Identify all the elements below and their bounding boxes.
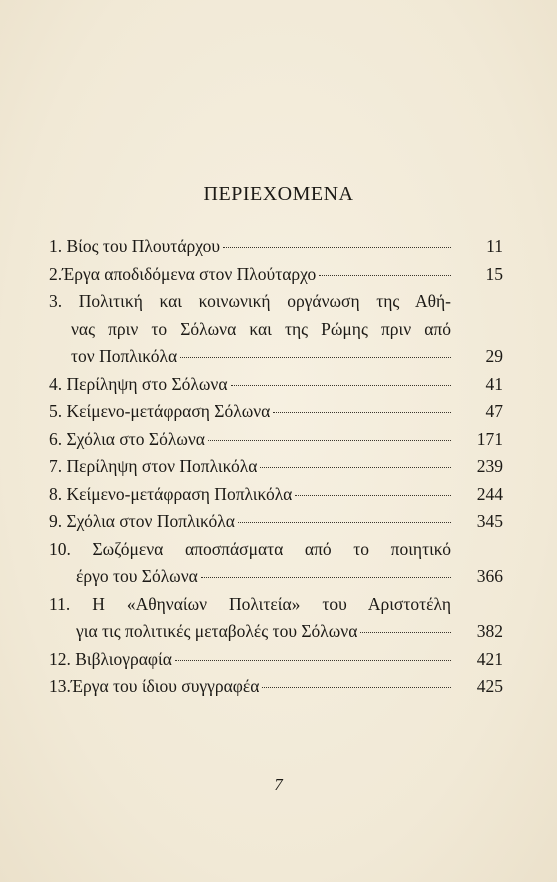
contents-heading: ΠΕΡΙΕΧΟΜΕΝΑ bbox=[203, 183, 354, 205]
toc-entry-title: Σχόλια στον Ποπλικόλα bbox=[66, 511, 235, 531]
toc-entry bbox=[49, 536, 503, 591]
toc-entry-page: 345 bbox=[476, 511, 503, 531]
toc-entry bbox=[49, 371, 503, 399]
toc-entry-page: 15 bbox=[485, 263, 503, 284]
toc-entry-number: 4. bbox=[49, 373, 63, 394]
toc-entry-number: 7. bbox=[49, 456, 63, 476]
toc-entry bbox=[49, 453, 503, 481]
toc-entry-page: 244 bbox=[476, 483, 503, 504]
toc-entry-page: 239 bbox=[476, 456, 503, 476]
toc-entry-title: Έργα του ίδιου συγγραφέα bbox=[70, 676, 260, 696]
table-of-contents bbox=[49, 233, 503, 701]
toc-entry-number: 8. bbox=[49, 483, 63, 504]
dot-leader bbox=[273, 412, 451, 413]
toc-entry-page: 425 bbox=[476, 676, 503, 696]
toc-entry bbox=[49, 426, 503, 454]
toc-entry-number: 12. bbox=[49, 648, 71, 669]
toc-entry-title: Έργα αποδιδόμενα στον Πλούταρχο bbox=[62, 263, 317, 284]
toc-entry-page: 382 bbox=[476, 621, 503, 641]
dot-leader bbox=[238, 522, 451, 523]
toc-entry-title-line: έργο του Σόλωνα bbox=[76, 566, 198, 586]
dot-leader bbox=[201, 577, 451, 578]
toc-entry-title-line: νας πριν το Σόλωνα και της Ρώμης πριν από bbox=[71, 318, 451, 339]
dot-leader bbox=[260, 467, 451, 468]
toc-entry-page: 11 bbox=[486, 236, 503, 256]
toc-entry-number: 5. bbox=[49, 401, 63, 421]
dot-leader bbox=[180, 357, 451, 358]
toc-entry bbox=[49, 481, 503, 509]
toc-entry-title: Βίος του Πλουτάρχου bbox=[66, 236, 221, 256]
toc-entry-title: Βιβλιογραφία bbox=[75, 648, 172, 669]
toc-entry bbox=[49, 261, 503, 289]
toc-entry-number: 6. bbox=[49, 428, 63, 449]
toc-entry-title: Περίληψη στο Σόλωνα bbox=[66, 373, 228, 394]
dot-leader bbox=[262, 687, 451, 688]
toc-entry-number: 9. bbox=[49, 511, 63, 531]
toc-entry-title-line: Η «Αθηναίων Πολιτεία» του Αριστοτέλη bbox=[92, 593, 451, 614]
toc-entry-title-line: Σωζόμενα αποσπάσματα από το ποιητικό bbox=[92, 538, 451, 559]
toc-entry-page: 421 bbox=[476, 648, 503, 669]
dot-leader bbox=[319, 275, 451, 276]
toc-entry bbox=[49, 646, 503, 674]
toc-entry-title-line: για τις πολιτικές μεταβολές του Σόλωνα bbox=[76, 621, 358, 641]
toc-entry-page: 171 bbox=[476, 428, 503, 449]
toc-entry-title-line: Πολιτική και κοινωνική οργάνωση της Αθή- bbox=[78, 291, 451, 311]
toc-entry-page: 47 bbox=[485, 401, 503, 421]
toc-entry-title: Κείμενο-μετάφραση Ποπλικόλα bbox=[66, 483, 293, 504]
dot-leader bbox=[175, 660, 451, 661]
toc-entry-number: 3. bbox=[49, 291, 63, 311]
toc-entry-page: 41 bbox=[485, 373, 503, 394]
dot-leader bbox=[295, 495, 451, 496]
page-number: 7 bbox=[274, 775, 283, 794]
toc-entry bbox=[49, 508, 503, 536]
toc-entry-page: 29 bbox=[485, 346, 503, 366]
toc-entry-title-line: τον Ποπλικόλα bbox=[71, 346, 178, 366]
toc-entry-title: Περίληψη στον Ποπλικόλα bbox=[66, 456, 258, 476]
toc-entry-page: 366 bbox=[476, 566, 503, 586]
toc-entry bbox=[49, 398, 503, 426]
toc-entry-number: 11. bbox=[49, 593, 71, 614]
toc-entry bbox=[49, 591, 503, 646]
dot-leader bbox=[223, 247, 451, 248]
toc-entry bbox=[49, 673, 503, 701]
toc-entry-number: 1. bbox=[49, 236, 63, 256]
toc-entry-number: 13. bbox=[49, 676, 71, 696]
toc-entry-number: 2. bbox=[49, 263, 63, 284]
toc-entry-number: 10. bbox=[49, 538, 71, 559]
toc-entry-title: Σχόλια στο Σόλωνα bbox=[66, 428, 205, 449]
dot-leader bbox=[208, 440, 451, 441]
dot-leader bbox=[231, 385, 451, 386]
dot-leader bbox=[360, 632, 451, 633]
toc-entry bbox=[49, 288, 503, 371]
toc-entry-title: Κείμενο-μετάφραση Σόλωνα bbox=[66, 401, 271, 421]
toc-entry bbox=[49, 233, 503, 261]
